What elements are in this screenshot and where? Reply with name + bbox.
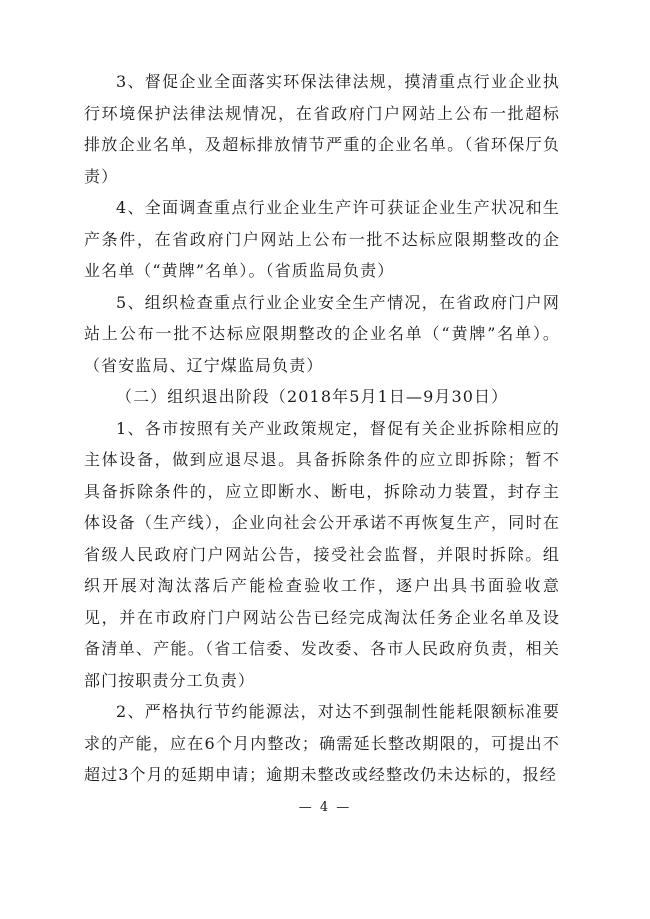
paragraph-exit-2: 2、严格执行节约能源法，对达不到强制性能耗限额标准要求的产能，应在6个月内整改；确需延长整改期限的，可提出不超过3个月的延期申请；逾期未整改或经整改仍未达标的，报经 [84,702,560,784]
paragraph-item-3: 3、督促企业全面落实环保法律法规，摸清重点行业企业执行环境保护法律法规情况，在省政府门户网站上公布一批超标排放企业名单，及超标排放情节严重的企业名单。（省环保厅负责） [84,72,560,186]
document-body [84,66,560,791]
page-number: — 4 — [298,800,352,815]
paragraph-item-5: 5、组织检查重点行业企业安全生产情况，在省政府门户网站上公布一批不达标应限期整改的企业名单（“黄牌”名单）。（省安监局、辽宁煤监局负责） [84,292,560,375]
paragraph-exit-1: 1、各市按照有关产业政策规定，督促有关企业拆除相应的主体设备，做到应退尽退。具备拆除条件的应立即拆除；暂不具备拆除条件的，应立即断水、断电，拆除动力装置，封存主体设备（生产线），企业向社会公开承诺不再恢复生产，同时在省级人民政府门户网站公告，接受社会监督，并限时拆除。组织开展对淘汰落后产能检查验收工作，逐户出具书面验收意见，并在市政府门户网站公告已经完成淘汰任务企业名单及设备清单、产能。（省工信委、发改委、各市人民政府负责，相关部门按职责分工负责） [84,418,560,690]
paragraph-item-4: 4、全面调查重点行业企业生产许可获证企业生产状况和生产条件，在省政府门户网站上公布一批不达标应限期整改的企业名单（“黄牌”名单）。（省质监局负责） [84,198,560,280]
section-heading: （二）组织退出阶段（2018年5月1日—9月30日） [116,387,509,406]
